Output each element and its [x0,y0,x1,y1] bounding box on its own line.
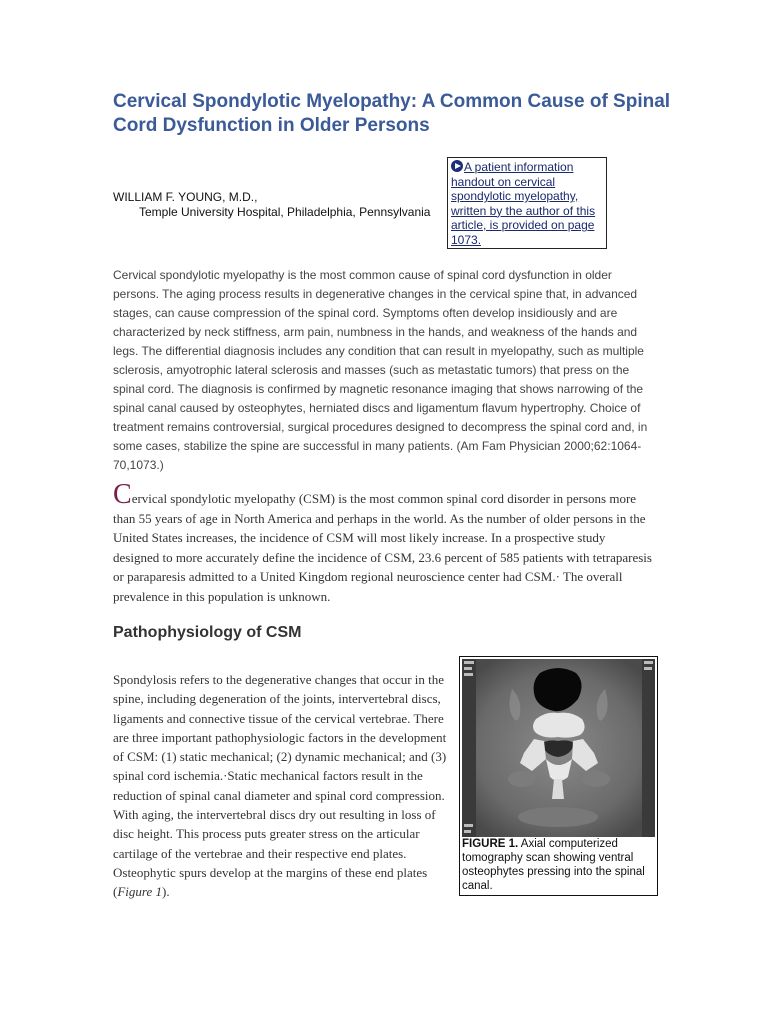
body-text-after: ). [162,884,170,900]
figure-1-link[interactable]: Figure 1 [117,884,162,900]
body-text-before: Spondylosis refers to the degenerative changes that occur in the spine, including degeneration of the joints, intervertebral discs, ligaments and connective tissue of the cervical vertebrae. There are three important pathophysiologic factors in the development of CSM: (1) static mechanical; (2) dynamic mechanical; and (3) spinal cord ischemia.·Static mechanical factors result in the reduction of spinal canal diameter and spinal cord compression. With aging, the intervertebral discs dry out resulting in loss of disc height. This process puts greater stress on the articular cartilage of the vertebrae and their respective end plates. Osteophytic spurs develop at the margins of these end plates ( [113,672,447,900]
handout-link[interactable]: A patient information handout on cervical spondylotic myelopathy, written by the author of this article, is provided on page 1073. [451,160,596,247]
figure-caption-text: Axial computerized tomography scan showing ventral osteophytes pressing into the spinal canal. [462,838,645,892]
author-affiliation: Temple University Hospital, Philadelphia, Pennsylvania [139,205,431,219]
section-heading: Pathophysiology of CSM [113,624,302,641]
figure-label: FIGURE 1. [462,838,519,850]
intro-paragraph [113,479,653,606]
intro-text: ervical spondylotic myelopathy (CSM) is the most common spinal cord disorder in persons more than 55 years of age in North America and perhaps in the world. As the number of older persons in the United States increases, the incidence of CSM will most likely increase. In a prospective study designed to more accurately define the incidence of CSM, 23.6 percent of 585 patients with tetraparesis or paraparesis admitted to a United Kingdom regional neuroscience center had CSM.· The overall prevalence in this population is unknown. [113,491,652,604]
abstract-paragraph: Cervical spondylotic myelopathy is the most common cause of spinal cord dysfunction in older persons. The aging process results in degenerative changes in the cervical spine that, in advanced stages, can cause compression of the spinal cord. Symptoms often develop insidiously and are characterized by neck stiffness, arm pain, numbness in the hands, and weakness of the hands and legs. The differential diagnosis includes any condition that can result in myelopathy, such as multiple sclerosis, amyotrophic lateral sclerosis and masses (such as metastatic tumors) that press on the spinal cord. The diagnosis is confirmed by magnetic resonance imaging that shows narrowing of the spinal canal caused by osteophytes, herniated discs and ligamentum flavum hypertrophy. Choice of treatment remains controversial, surgical procedures designed to decompress the spinal cord and, in some cases, stabilize the spine are successful in many patients. (Am Fam Physician 2000;62:1064-70,1073.) [113,268,648,472]
drop-cap: C [113,479,132,510]
figure-1 [459,656,658,896]
article-title: Cervical Spondylotic Myelopathy: A Common Cause of Spinal Cord Dysfunction in Older Persons [113,91,671,136]
author-name: WILLIAM F. YOUNG, M.D., [113,190,258,204]
body-paragraph [113,670,453,902]
figure-caption [461,837,658,893]
play-arrow-icon[interactable] [451,160,463,172]
handout-notice-box [447,157,607,249]
ct-scan-image [462,659,655,837]
author-block [113,190,430,220]
